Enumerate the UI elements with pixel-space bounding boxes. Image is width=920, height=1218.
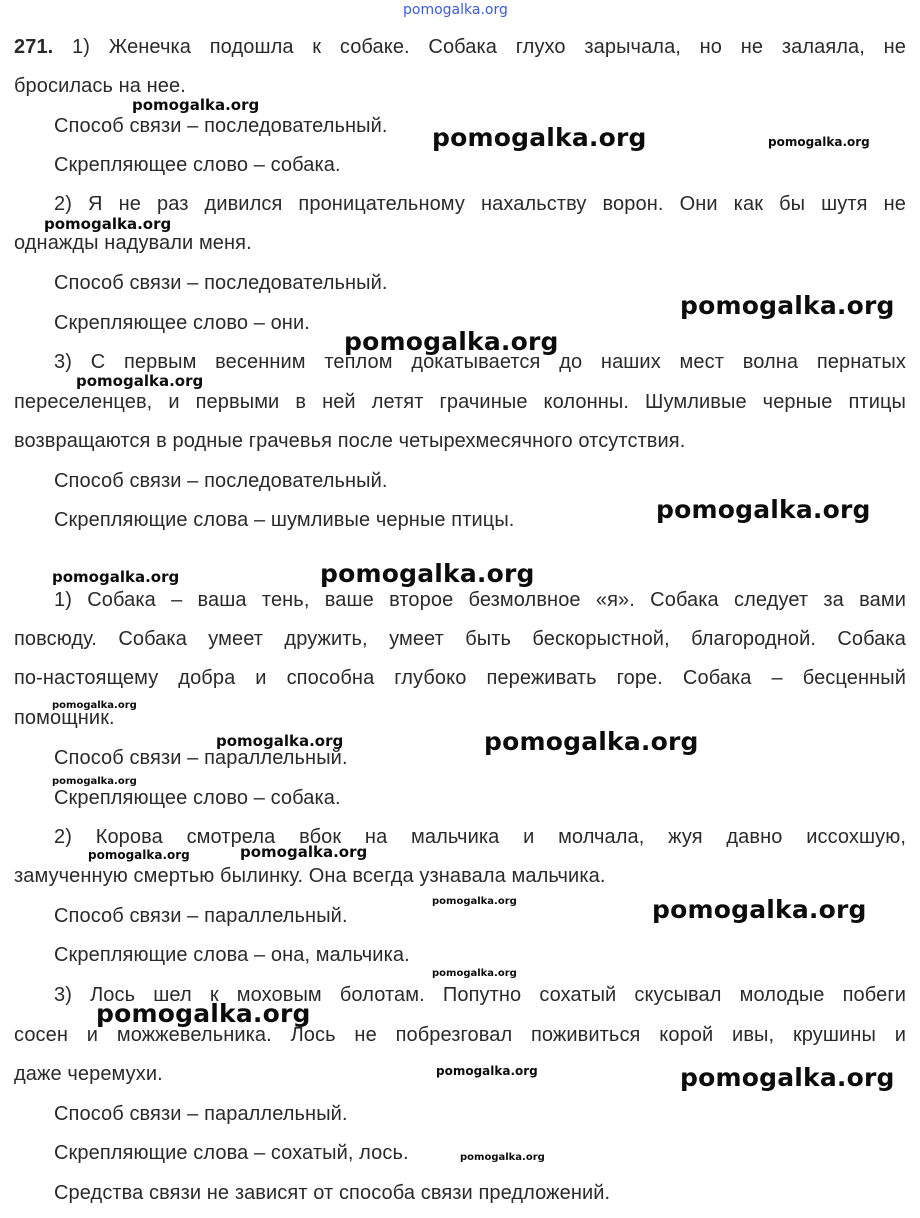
watermark: pomogalka.org: [320, 559, 535, 588]
watermark: pomogalka.org: [52, 776, 137, 787]
text-line: однажды надували меня.: [14, 232, 252, 254]
watermark: pomogalka.org: [656, 495, 871, 524]
link-word-line: Скрепляющее слово – собака.: [54, 154, 341, 176]
text-line: 2) Корова смотрела вбок на мальчика и молчала, жуя давно иссохшую,: [54, 826, 906, 848]
watermark: pomogalka.org: [680, 1063, 895, 1092]
exercise-number: 271.: [14, 36, 54, 58]
method-line: Способ связи – параллельный.: [54, 905, 348, 927]
watermark: pomogalka.org: [96, 999, 311, 1028]
watermark: pomogalka.org: [460, 1152, 545, 1163]
watermark: pomogalka.org: [680, 291, 895, 320]
method-line: Способ связи – параллельный.: [54, 747, 348, 769]
watermark: pomogalka.org: [88, 848, 190, 862]
text-line: 3) Лось шел к моховым болотам. Попутно сохатый скусывал молодые побеги: [54, 984, 906, 1006]
link-word-line: Скрепляющие слова – она, мальчика.: [54, 944, 410, 966]
link-word-line: Скрепляющие слова – шумливые черные птицы.: [54, 509, 515, 531]
text-line: переселенцев, и первыми в ней летят грачиные колонны. Шумливые черные птицы: [14, 391, 906, 413]
watermark: pomogalka.org: [240, 843, 368, 861]
watermark: pomogalka.org: [432, 968, 517, 979]
watermark: pomogalka.org: [132, 96, 260, 114]
link-word-line: Скрепляющее слово – они.: [54, 312, 310, 334]
watermark: pomogalka.org: [432, 123, 647, 152]
conclusion-line: Средства связи не зависят от способа связи предложений.: [54, 1182, 611, 1204]
watermark: pomogalka.org: [52, 700, 137, 711]
watermark: pomogalka.org: [44, 215, 172, 233]
watermark: pomogalka.org: [216, 732, 344, 750]
watermark: pomogalka.org: [52, 568, 180, 586]
site-link[interactable]: pomogalka.org: [403, 2, 508, 18]
text-line: 3) С первым весенним теплом докатывается до наших мест волна пернатых: [54, 351, 906, 373]
method-line: Способ связи – последовательный.: [54, 470, 388, 492]
method-line: Способ связи – параллельный.: [54, 1103, 348, 1125]
text-line: возвращаются в родные грачевья после четырехмесячного отсутствия.: [14, 430, 686, 452]
text-line: сосен и можжевельника. Лось не побрезговал поживиться корой ивы, крушины и: [14, 1024, 906, 1046]
link-word-line: Скрепляющее слово – собака.: [54, 787, 341, 809]
watermark: pomogalka.org: [344, 327, 559, 356]
watermark: pomogalka.org: [436, 1064, 538, 1078]
text-line: бросилась на нее.: [14, 75, 186, 97]
watermark: pomogalka.org: [652, 895, 867, 924]
text-line: 271. 1) Женечка подошла к собаке. Собака глухо зарычала, но не залаяла, не: [14, 36, 906, 58]
watermark: pomogalka.org: [76, 372, 204, 390]
text-line: помощник.: [14, 707, 115, 729]
text-line: 2) Я не раз дивился проницательному нахальству ворон. Они как бы шутя не: [54, 193, 906, 215]
text-line: по-настоящему добра и способна глубоко переживать горе. Собака – бесценный: [14, 667, 906, 689]
watermark: pomogalka.org: [432, 896, 517, 907]
watermark: pomogalka.org: [768, 135, 870, 149]
text-line: замученную смертью былинку. Она всегда узнавала мальчика.: [14, 865, 606, 887]
watermark: pomogalka.org: [484, 727, 699, 756]
method-line: Способ связи – последовательный.: [54, 272, 388, 294]
text-line: 1) Собака – ваша тень, ваше второе безмолвное «я». Собака следует за вами: [54, 589, 906, 611]
text-line: повсюду. Собака умеет дружить, умеет быть бескорыстной, благородной. Собака: [14, 628, 906, 650]
method-line: Способ связи – последовательный.: [54, 115, 388, 137]
text-line: даже черемухи.: [14, 1063, 163, 1085]
link-word-line: Скрепляющие слова – сохатый, лось.: [54, 1142, 409, 1164]
